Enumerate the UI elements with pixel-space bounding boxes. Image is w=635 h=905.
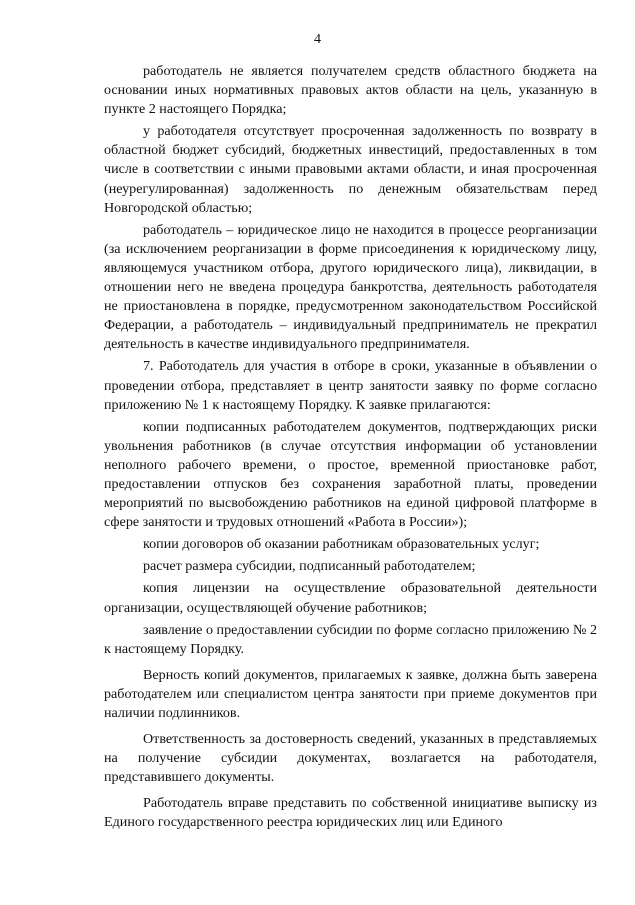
paragraph-no-other-budget-funds: работодатель не является получателем средств областного бюджета на основании иных нормативных правовых актов области на цель, указанную в пункте 2 настоящего Порядка; xyxy=(104,63,597,118)
document-body xyxy=(104,62,597,833)
paragraph-not-in-reorganization: работодатель – юридическое лицо не находится в процессе реорганизации (за исключением реорганизации в форме присоединения к юридическому лицу, являющемуся участником отбора, другого юридического лица), ликвидации, в отношении него не введена процедура банкротства, деятельность работодателя не приостановлена в порядке, предусмотренном законодательством Российской Федерации, а работодатель – индивидуальный предприниматель не прекратил деятельность в качестве индивидуального предпринимателя. xyxy=(104,221,597,353)
paragraph-copies-of-documents: копии подписанных работодателем документов, подтверждающих риски увольнения работников (в случае отсутствия информации об установлении неполного рабочего времени, о простое, временной приостановке работ, предоставлении отпусков без сохранения заработной платы, проведении мероприятий по высвобождению работников на единой цифровой платформе в сфере занятости и трудовых отношений «Работа в России»); xyxy=(104,418,597,531)
page-number: 4 xyxy=(314,32,321,47)
paragraph-responsibility: Ответственность за достоверность сведений, указанных в представляемых на получение субсидии документах, возлагается на работодателя, представившего документы. xyxy=(104,731,597,786)
paragraph-extract-right: Работодатель вправе представить по собственной инициативе выписку из Единого государственного реестра юридических лиц или Единого xyxy=(104,795,597,831)
paragraph-copies-of-contracts: копии договоров об оказании работникам образовательных услуг; xyxy=(143,536,540,553)
paragraph-copies-certification: Верность копий документов, прилагаемых к заявке, должна быть заверена работодателем или специалистом центра занятости при приеме документов при наличии подлинников. xyxy=(104,666,597,721)
paragraph-section-7-application: 7. Работодатель для участия в отборе в сроки, указанные в объявлении о проведении отбора, представляет в центр занятости заявку по форме согласно приложению № 1 к настоящему Порядку. К заявке прилагаются: xyxy=(104,358,597,413)
paragraph-no-overdue-debt: у работодателя отсутствует просроченная задолженность по возврату в областной бюджет субсидий, бюджетных инвестиций, предоставленных в том числе в соответствии с иными правовыми актами области, и иная просроченная (неурегулированная) задолженность по денежным обязательствам перед Новгородской областью; xyxy=(104,123,597,216)
paragraph-subsidy-statement: заявление о предоставлении субсидии по форме согласно приложению № 2 к настоящему Порядку. xyxy=(104,621,597,657)
paragraph-subsidy-calculation: расчет размера субсидии, подписанный работодателем; xyxy=(143,558,476,575)
paragraph-license-copy: копия лицензии на осуществление образовательной деятельности организации, осуществляющей обучение работников; xyxy=(104,580,597,616)
